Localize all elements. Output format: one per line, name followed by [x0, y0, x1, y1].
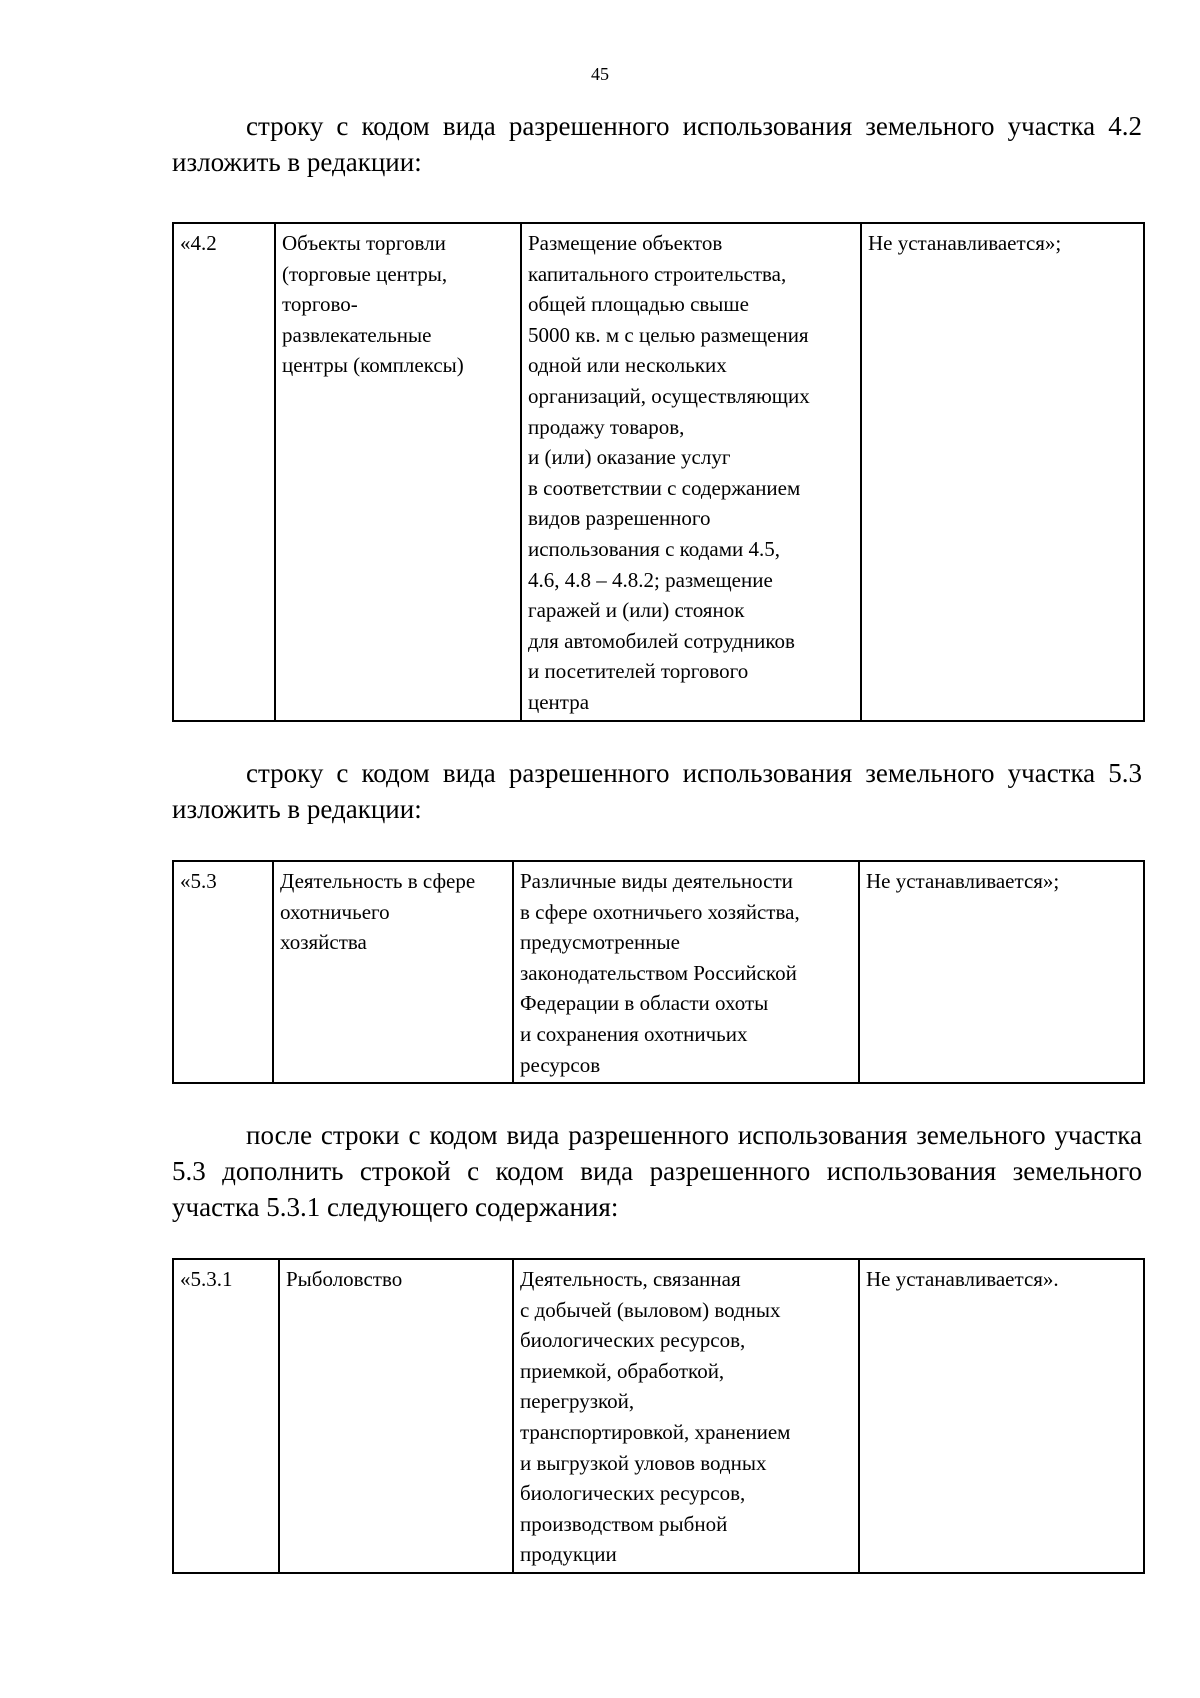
code-cell: «5.3.1: [173, 1259, 279, 1573]
description-line: производством рыбной: [520, 1511, 728, 1536]
description-line: для автомобилей сотрудников: [528, 628, 795, 653]
description-cell: [513, 1259, 859, 1573]
amendment-paragraph-5-3-1: после строки с кодом вида разрешенного использования земельного участка 5.3 дополнить строкой с кодом вида разрешенного использования земельного участка 5.3.1 следующего содержания:: [172, 1120, 1142, 1222]
description-line: гаражей и (или) стоянок: [528, 598, 745, 623]
table-row: [173, 1259, 1144, 1573]
name-line: центры (комплексы): [282, 353, 464, 378]
description-cell: [513, 861, 859, 1083]
page-number: 45: [591, 64, 609, 84]
description-line: общей площадью свыше: [528, 292, 749, 317]
description-line: законодательством Российской: [520, 960, 797, 985]
table-row: [173, 861, 1144, 1083]
name-cell: [275, 223, 521, 721]
name-line: (торговые центры,: [282, 261, 448, 286]
description-line: в сфере охотничьего хозяйства,: [520, 899, 800, 924]
description-line: с добычей (выловом) водных: [520, 1297, 781, 1322]
amendment-table-4-2: [172, 222, 1145, 722]
description-line: и (или) оказание услуг: [528, 445, 731, 470]
description-cell: [521, 223, 861, 721]
description-line: в соответствии с содержанием: [528, 475, 801, 500]
limits-cell: Не устанавливается»;: [859, 861, 1144, 1083]
description-line: продажу товаров,: [528, 414, 685, 439]
description-line: видов разрешенного: [528, 506, 711, 531]
description-line: центра: [528, 689, 590, 714]
description-line: организаций, осуществляющих: [528, 383, 810, 408]
description-line: одной или нескольких: [528, 353, 727, 378]
limits-cell: Не устанавливается»;: [861, 223, 1144, 721]
limits-cell: Не устанавливается».: [859, 1259, 1144, 1573]
description-line: 5000 кв. м с целью размещения: [528, 322, 809, 347]
code-cell: «5.3: [173, 861, 273, 1083]
description-line: и выгрузкой уловов водных: [520, 1450, 767, 1475]
name-line: развлекательные: [282, 322, 432, 347]
description-line: предусмотренные: [520, 930, 680, 955]
amendment-table-5-3: [172, 860, 1145, 1084]
description-line: ресурсов: [520, 1052, 601, 1077]
name-cell: [273, 861, 513, 1083]
code-cell: «4.2: [173, 223, 275, 721]
table-row: [173, 223, 1144, 721]
description-line: Федерации в области охоты: [520, 991, 769, 1016]
description-line: перегрузкой,: [520, 1389, 635, 1414]
description-line: биологических ресурсов,: [520, 1328, 746, 1353]
description-line: капитального строительства,: [528, 261, 787, 286]
name-line: Объекты торговли: [282, 231, 446, 255]
name-line: охотничьего: [280, 899, 390, 924]
description-line: Размещение объектов: [528, 231, 723, 255]
description-line: продукции: [520, 1542, 617, 1567]
name-cell: [279, 1259, 513, 1573]
name-line: торгово-: [282, 292, 358, 317]
amendment-paragraph-5-3: строку с кодом вида разрешенного использования земельного участка 5.3 изложить в редакции:: [172, 758, 1142, 824]
description-line: транспортировкой, хранением: [520, 1419, 791, 1444]
description-line: и сохранения охотничьих: [520, 1021, 748, 1046]
name-line: Рыболовство: [286, 1267, 403, 1291]
description-line: приемкой, обработкой,: [520, 1358, 725, 1383]
description-line: использования с кодами 4.5,: [528, 536, 780, 561]
name-line: Деятельность в сфере: [280, 869, 476, 893]
description-line: и посетителей торгового: [528, 659, 749, 684]
amendment-table-5-3-1: [172, 1258, 1145, 1574]
amendment-paragraph-4-2: строку с кодом вида разрешенного использования земельного участка 4.2 изложить в редакции:: [172, 111, 1142, 177]
description-line: Деятельность, связанная: [520, 1267, 741, 1291]
name-line: хозяйства: [280, 930, 367, 955]
description-line: биологических ресурсов,: [520, 1481, 746, 1506]
description-line: 4.6, 4.8 – 4.8.2; размещение: [528, 567, 773, 592]
description-line: Различные виды деятельности: [520, 869, 793, 893]
